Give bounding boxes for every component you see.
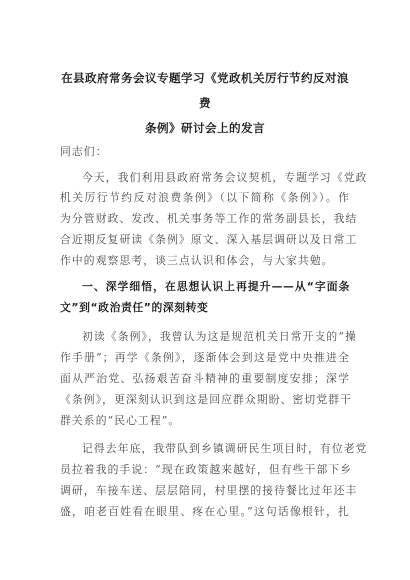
document-title (60, 66, 350, 141)
intro-line-5: 作中的观察思考，谈三点认识和体会，与大家共勉。 (60, 254, 334, 267)
section1-para1-line-2: 作手册”；再学《条例》，逐渐体会到这是党中央推进全 (60, 351, 350, 364)
section1-para1-line-5: 群关系的“民心工程”。 (60, 414, 181, 427)
section1-heading-line-2: 文”到“政治责任”的深刻转变 (60, 301, 209, 314)
section1-para1-line-4: 《条例》，更深刻认识到这是回应群众期盼、密切党群干 (60, 393, 353, 406)
section1-para2-line-2: 员拉着我的手说：“现在政策越来越好，但有些干部下乡 (60, 463, 353, 476)
intro-line-3: 为分管财政、发改、机关事务等工作的常务副县长，我结 (60, 212, 358, 225)
section1-heading-line-1: 一、深学细悟，在思想认识上再提升——从“字面条 (82, 280, 350, 293)
intro-line-2: 机关厉行节约反对浪费条例》（以下简称《条例》）。作 (60, 191, 350, 204)
section1-para1-line-3: 面从严治党、弘扬艰苦奋斗精神的重要制度安排；深学 (60, 372, 350, 385)
salutation: 同志们： (60, 145, 108, 158)
section1-para1-line-1: 初读《条例》，我曾认为这是规范机关日常开支的“操 (82, 330, 357, 343)
title-line-1: 在县政府常务会议专题学习《党政机关厉行节约反对浪费 (61, 71, 349, 110)
title-line-2: 条例》研讨会上的发言 (145, 121, 265, 135)
intro-line-4: 合近期反复研读《条例》原文、深入基层调研以及日常工 (60, 233, 358, 246)
section1-para2-line-3: 调研，车接车送、层层陪同，村里摆的接待餐比过年还丰 (60, 484, 358, 497)
section1-para2-line-4: 盛，咱老百姓看在眼里、疼在心里。”这句话像根针，扎 (60, 505, 350, 518)
section1-para2-line-1: 记得去年底，我带队到乡镇调研民生项目时，有位老党 (82, 442, 368, 455)
intro-line-1: 今天，我们利用县政府常务会议契机，专题学习《党政 (82, 171, 368, 184)
